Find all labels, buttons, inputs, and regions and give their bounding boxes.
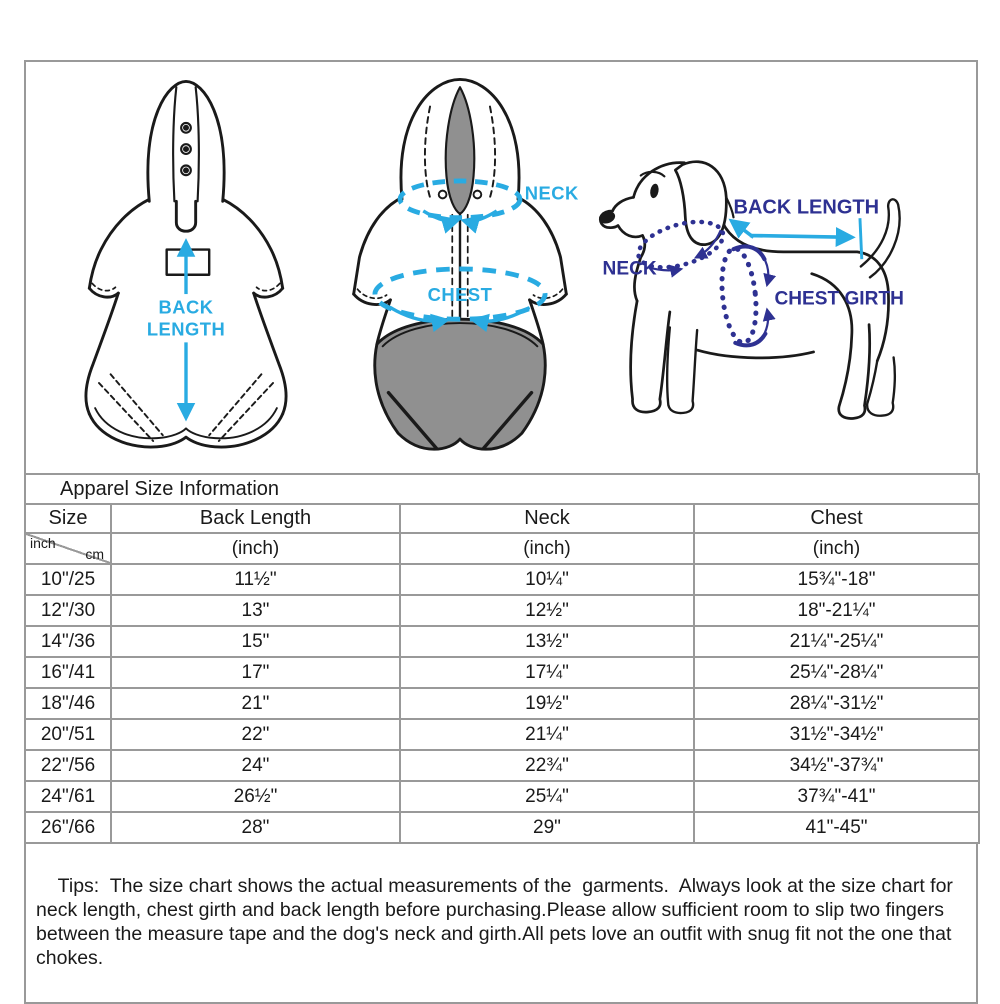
chest-label-front-view: CHEST xyxy=(427,283,493,305)
unit-cell-size-diagonal xyxy=(25,533,111,564)
cell-size: 18"/46 xyxy=(25,688,111,719)
tips-text: Tips: The size chart shows the actual measurements of the garments. Always look at the size chart for neck length, chest girth and back length before purchasing.Please allow sufficient room to slip two fingers between the measure tape and the dog's neck and girth.All pets love an outfit with snug fit not the one that chokes. xyxy=(36,875,959,969)
cell-back-length: 11½" xyxy=(111,564,400,595)
table-row xyxy=(25,812,979,843)
cell-chest: 28¼"-31½" xyxy=(694,688,979,719)
cell-back-length: 21" xyxy=(111,688,400,719)
cell-chest: 25¼"-28¼" xyxy=(694,657,979,688)
unit-cell-neck: (inch) xyxy=(400,533,694,564)
cell-back-length: 22" xyxy=(111,719,400,750)
cell-chest: 37¾"-41" xyxy=(694,781,979,812)
table-row xyxy=(25,626,979,657)
cell-chest: 31½"-34½" xyxy=(694,719,979,750)
cell-back-length: 15" xyxy=(111,626,400,657)
cell-size: 14"/36 xyxy=(25,626,111,657)
coat-front-outline xyxy=(354,79,567,449)
cell-size: 26"/66 xyxy=(25,812,111,843)
cell-neck: 25¼" xyxy=(400,781,694,812)
cell-chest: 15¾"-18" xyxy=(694,564,979,595)
table-unit-row xyxy=(25,533,979,564)
table-row xyxy=(25,657,979,688)
neck-label-dog: NECK xyxy=(602,258,657,280)
col-header-chest: Chest xyxy=(694,504,979,533)
size-chart-sheet xyxy=(24,60,978,1004)
cell-back-length: 28" xyxy=(111,812,400,843)
table-row xyxy=(25,750,979,781)
cell-back-length: 13" xyxy=(111,595,400,626)
cell-neck: 19½" xyxy=(400,688,694,719)
cell-chest: 41"-45" xyxy=(694,812,979,843)
col-header-neck: Neck xyxy=(400,504,694,533)
cell-size: 10"/25 xyxy=(25,564,111,595)
back-length-label-back-view-line1: BACK xyxy=(158,296,214,318)
unit-cm-label: cm xyxy=(85,546,104,562)
unit-cell-chest: (inch) xyxy=(694,533,979,564)
cell-size: 24"/61 xyxy=(25,781,111,812)
cell-chest: 18"-21¼" xyxy=(694,595,979,626)
coat-back-view-illustration xyxy=(40,64,332,470)
cell-size: 12"/30 xyxy=(25,595,111,626)
cell-size: 22"/56 xyxy=(25,750,111,781)
cell-neck: 22¾" xyxy=(400,750,694,781)
neck-label-front-view: NECK xyxy=(524,182,579,204)
table-header-row xyxy=(25,504,979,533)
table-title: Apparel Size Information xyxy=(25,474,979,504)
cell-size: 20"/51 xyxy=(25,719,111,750)
back-length-label-back-view-line2: LENGTH xyxy=(146,318,226,340)
cell-neck: 17¼" xyxy=(400,657,694,688)
unit-inch-label: inch xyxy=(30,535,56,551)
cell-neck: 13½" xyxy=(400,626,694,657)
back-length-label-dog: BACK LENGTH xyxy=(733,196,880,219)
table-row xyxy=(25,719,979,750)
cell-back-length: 17" xyxy=(111,657,400,688)
size-table xyxy=(24,473,980,844)
cell-chest: 34½"-37¾" xyxy=(694,750,979,781)
cell-neck: 12½" xyxy=(400,595,694,626)
cell-chest: 21¼"-25¼" xyxy=(694,626,979,657)
col-header-size: Size xyxy=(25,504,111,533)
table-row xyxy=(25,595,979,626)
cell-neck: 29" xyxy=(400,812,694,843)
coat-front-view-illustration xyxy=(334,64,586,470)
illustration-panel xyxy=(24,60,978,473)
table-title-row xyxy=(25,474,979,504)
chest-girth-label-dog: CHEST GIRTH xyxy=(774,288,904,310)
col-header-back-length: Back Length xyxy=(111,504,400,533)
table-row xyxy=(25,564,979,595)
unit-cell-back-length: (inch) xyxy=(111,533,400,564)
cell-neck: 21¼" xyxy=(400,719,694,750)
table-row xyxy=(25,688,979,719)
cell-neck: 10¼" xyxy=(400,564,694,595)
dog-chest-girth-measure xyxy=(718,246,769,345)
cell-back-length: 24" xyxy=(111,750,400,781)
tips-box xyxy=(24,844,978,1004)
dog-illustration xyxy=(588,126,970,456)
cell-back-length: 26½" xyxy=(111,781,400,812)
table-row xyxy=(25,781,979,812)
cell-size: 16"/41 xyxy=(25,657,111,688)
